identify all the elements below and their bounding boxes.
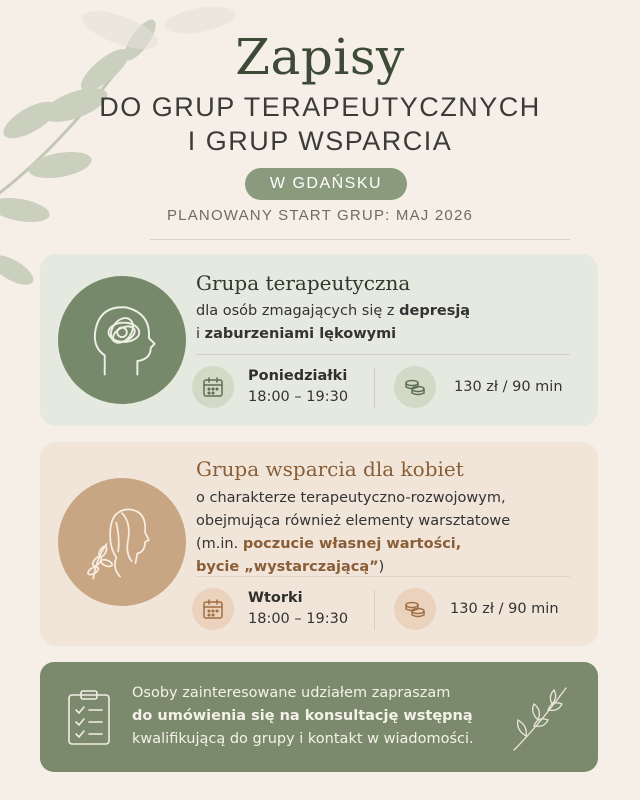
card-divider — [196, 576, 570, 577]
desc-highlight: depresją — [399, 303, 471, 319]
contact-line: Osoby zainteresowane udziałem zapraszam — [132, 685, 451, 701]
card-divider — [196, 354, 570, 355]
contact-line: kwalifikującą do grupy i kontakt w wiadomości. — [132, 731, 474, 747]
leaf-sprig-icon — [508, 682, 574, 754]
desc-text: dla osób zmagających się z — [196, 303, 400, 319]
desc-text: o charakterze terapeutyczno-rozwojowym, — [196, 490, 506, 506]
women-time: 18:00 – 19:30 — [248, 611, 349, 627]
clipboard-checklist-icon — [66, 688, 112, 746]
women-group-description — [196, 487, 510, 579]
therapy-group-card — [40, 254, 598, 426]
city-badge: W GDAŃSKU — [245, 168, 407, 200]
header-divider — [150, 239, 570, 240]
woman-profile-icon — [58, 478, 186, 606]
desc-highlight: zaburzeniami lękowymi — [204, 326, 397, 342]
desc-text: i — [196, 326, 205, 342]
therapy-price: 130 zł / 90 min — [454, 379, 563, 395]
desc-text: (m.in. — [196, 536, 243, 552]
contact-line-bold: do umówienia się na konsultację wstępną — [132, 708, 473, 724]
therapy-group-title: Grupa terapeutyczna — [196, 271, 411, 295]
therapy-group-description — [196, 300, 470, 346]
women-price: 130 zł / 90 min — [450, 601, 559, 617]
therapy-day: Poniedziałki — [248, 368, 348, 384]
contact-text — [132, 682, 474, 751]
calendar-icon — [192, 366, 234, 408]
coins-icon — [394, 588, 436, 630]
contact-banner — [40, 662, 598, 772]
vertical-divider — [374, 590, 375, 630]
vertical-divider — [374, 368, 375, 408]
desc-text: obejmująca również elementy warsztatowe — [196, 513, 511, 529]
subtitle-line-2: I GRUP WSPARCIA — [187, 126, 453, 156]
desc-highlight: bycie „wystarczającą” — [196, 559, 379, 575]
calendar-icon — [192, 588, 234, 630]
therapy-time: 18:00 – 19:30 — [248, 389, 349, 405]
women-support-group-card — [40, 442, 598, 646]
coins-icon — [394, 366, 436, 408]
desc-highlight: poczucie własnej wartości, — [242, 536, 462, 552]
women-group-title: Grupa wsparcia dla kobiet — [196, 457, 464, 481]
head-brain-icon — [58, 276, 186, 404]
start-date: PLANOWANY START GRUP: MAJ 2026 — [166, 207, 474, 224]
women-day: Wtorki — [248, 590, 303, 606]
page-title: Zapisy — [235, 28, 405, 86]
desc-text: ) — [378, 559, 385, 575]
subtitle-line-1: DO GRUP TERAPEUTYCZNYCH — [99, 92, 541, 122]
